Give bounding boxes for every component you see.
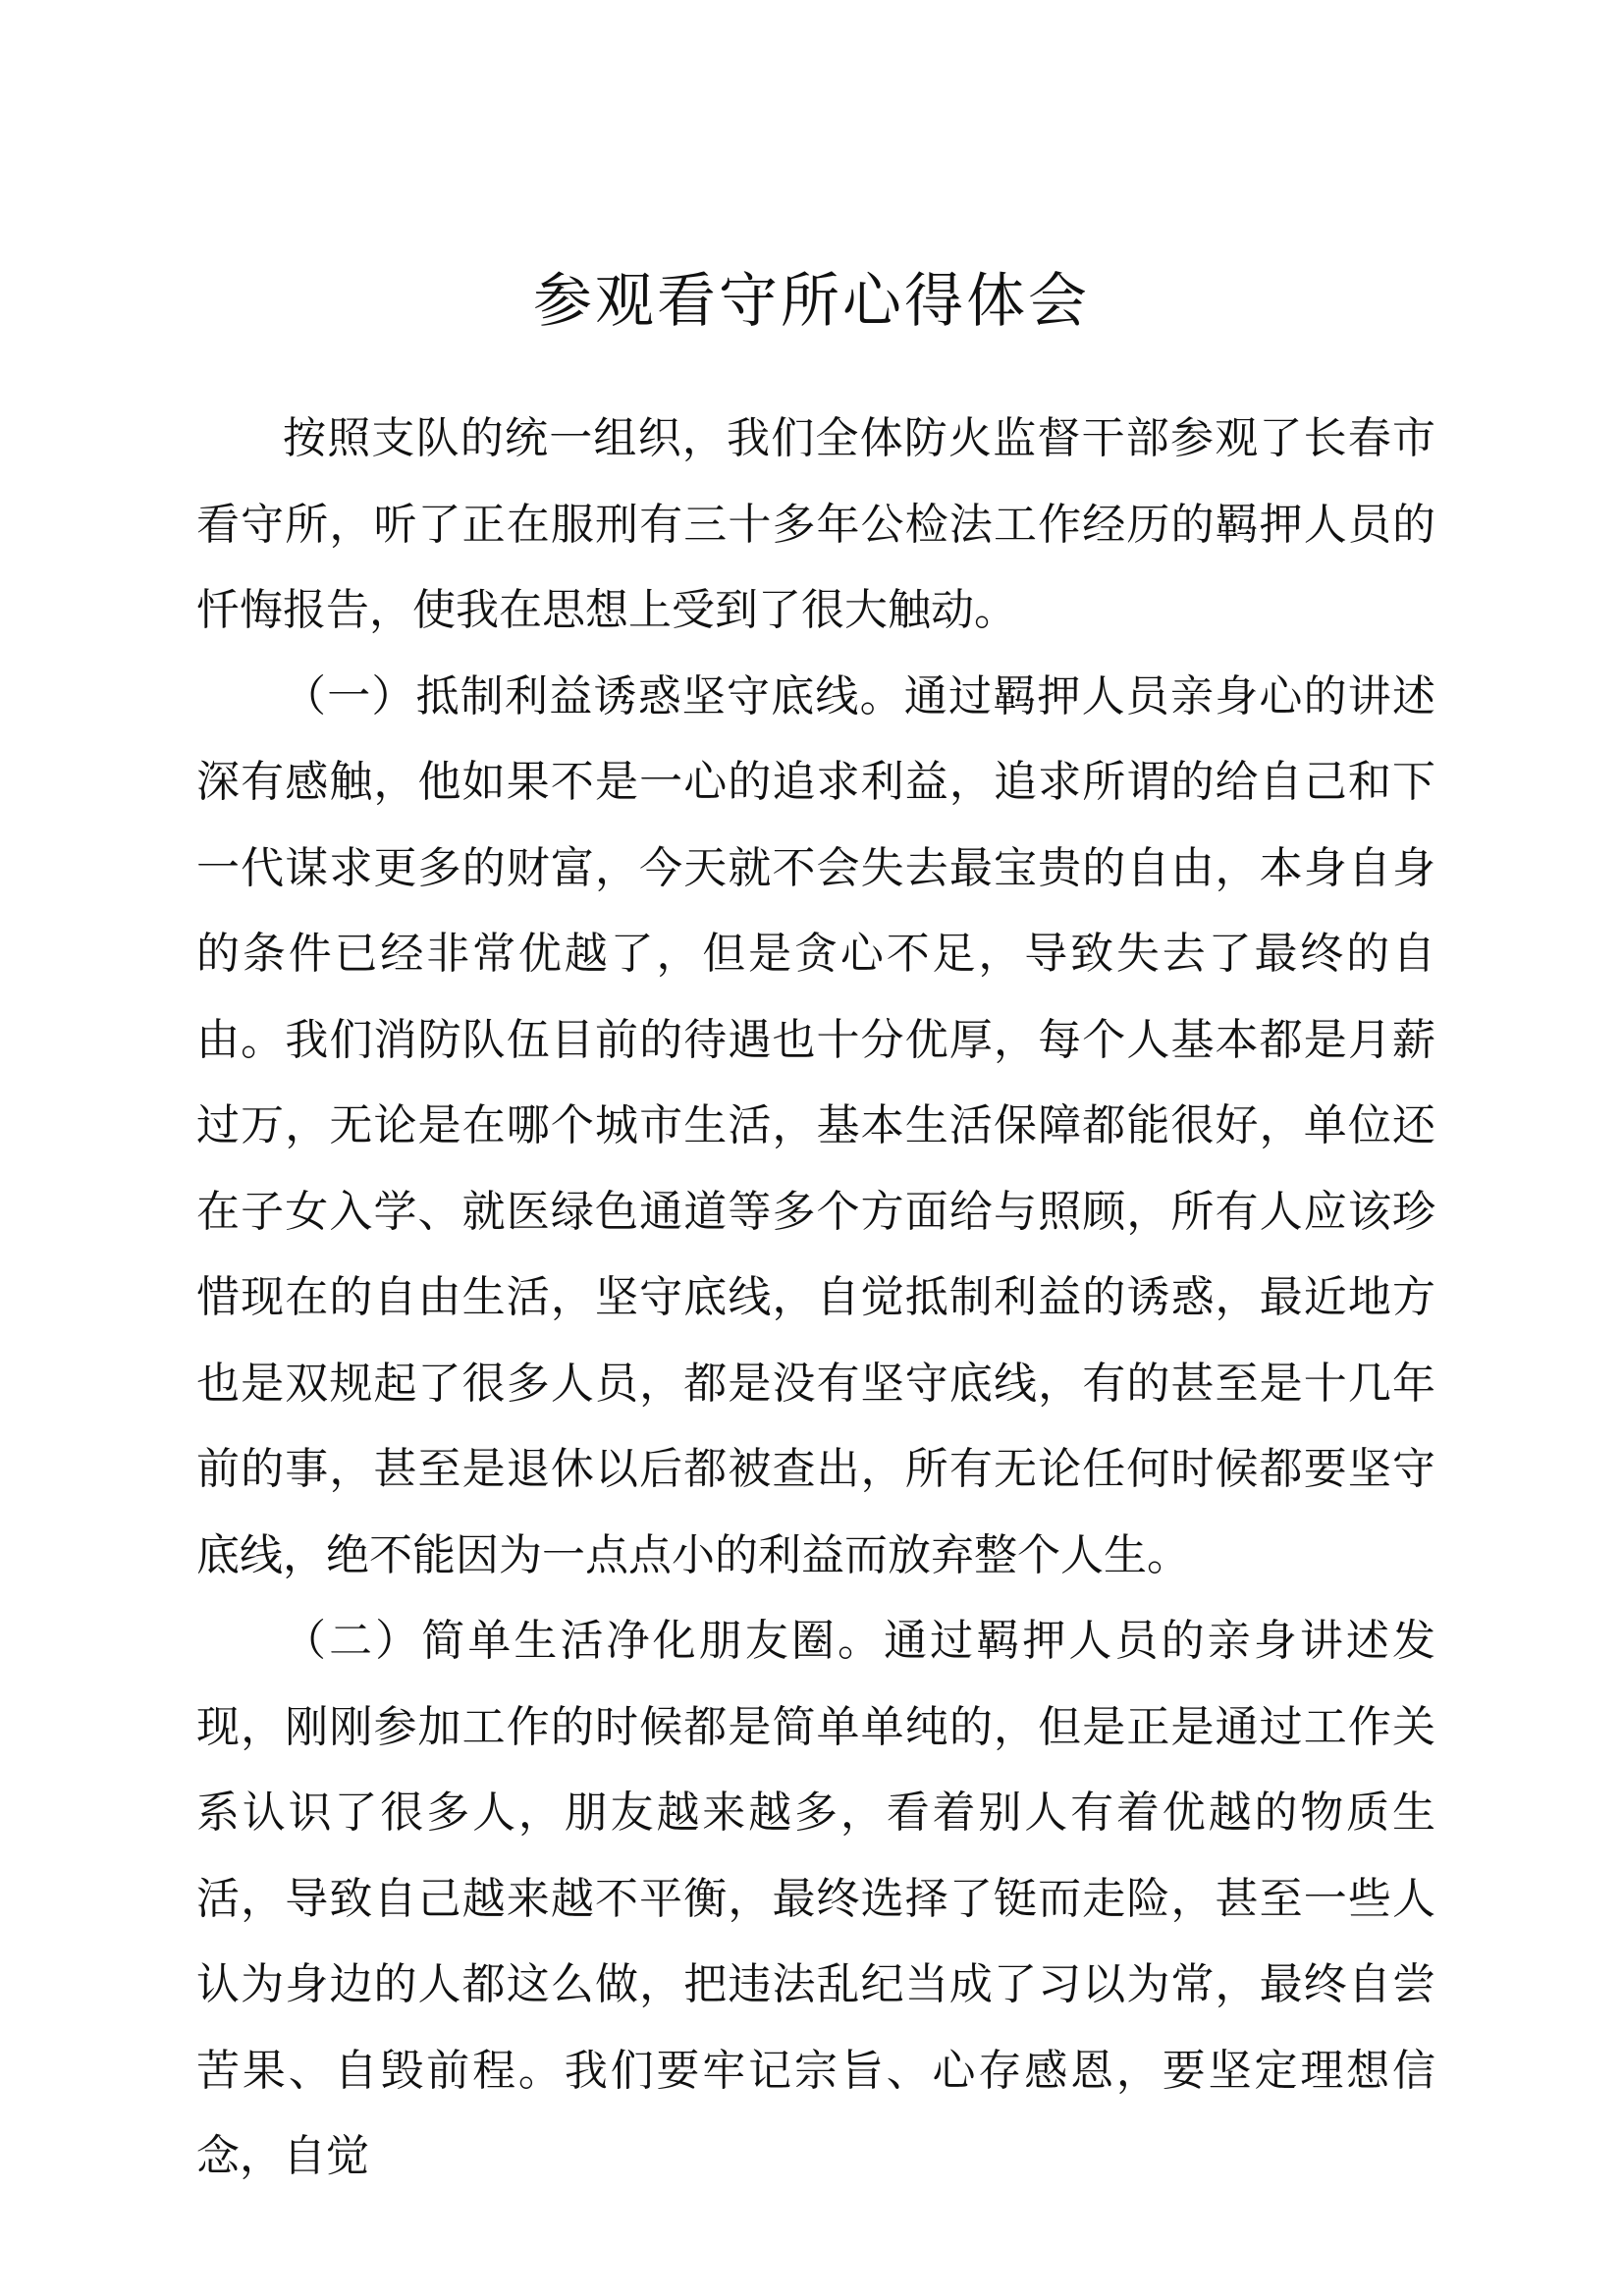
document-title: 参观看守所心得体会 (533, 267, 1090, 336)
document-body (196, 396, 1435, 2200)
paragraph-section-one: （一）抵制利益诱惑坚守底线。通过羁押人员亲身心的讲述深有感触，他如果不是一心的追求利益，追求所谓的给自己和下一代谋求更多的财富，今天就不会失去最宝贵的自由，本身自身的条件已经非常优越了，但是贪心不足，导致失去了最终的自由。我们消防队伍目前的待遇也十分优厚，每个人基本都是月薪过万，无论是在哪个城市生活，基本生活保障都能很好，单位还在子女入学、就医绿色通道等多个方面给与照顾，所有人应该珍惜现在的自由生活，坚守底线，自觉抵制利益的诱惑，最近地方也是双规起了很多人员，都是没有坚守底线，有的甚至是十几年前的事，甚至是退休以后都被查出，所有无论任何时候都要坚守底线，绝不能因为一点点小的利益而放弃整个人生。 (196, 670, 1435, 1580)
paragraph-intro: 按照支队的统一组织，我们全体防火监督干部参观了长春市看守所，听了正在服刑有三十多年公检法工作经历的羁押人员的忏悔报告，使我在思想上受到了很大触动。 (196, 413, 1435, 635)
paragraph-section-two: （二）简单生活净化朋友圈。通过羁押人员的亲身讲述发现，刚刚参加工作的时候都是简单单纯的，但是正是通过工作关系认识了很多人，朋友越来越多，看着别人有着优越的物质生活，导致自己越来越不平衡，最终选择了铤而走险，甚至一些人认为身边的人都这么做，把违法乱纪当成了习以为常，最终自尝苦果、自毁前程。我们要牢记宗旨、心存感恩，要坚定理想信念，自觉 (196, 1616, 1435, 2181)
